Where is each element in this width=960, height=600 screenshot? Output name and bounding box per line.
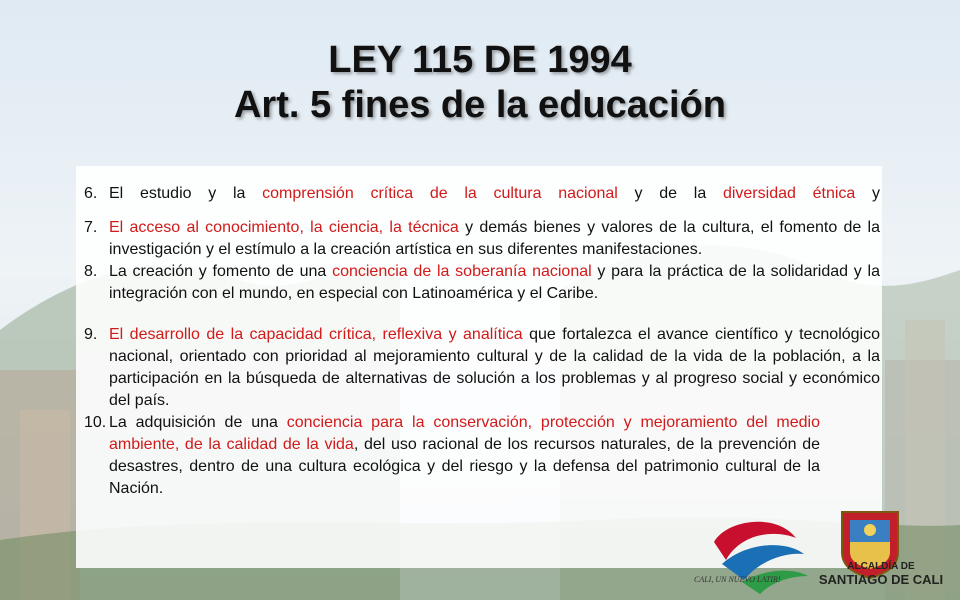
item-highlight: diversidad étnica	[722, 185, 856, 202]
item-text: que fortalezca el avance científico y tecnológico nacional, orientado con prioridad al mejoramiento cultural y de la calidad de la vida de la población, a la participación en la búsqueda de alternativas de solución a los problemas y al progreso social y económico del país.	[109, 326, 881, 409]
list-item-9	[84, 324, 880, 412]
city-hall-name	[808, 560, 954, 586]
list-item-7	[84, 217, 880, 261]
item-text: La adquisición de una	[109, 414, 287, 431]
item-highlight: comprensión crítica de la cultura nacional	[262, 185, 618, 202]
item-text: y para la práctica de la solidaridad y la integración con el mundo, en especial con Latinoamérica y el Caribe.	[109, 263, 881, 302]
item-number: 9.	[84, 326, 98, 343]
item-highlight: conciencia para la conservación, protección y mejoramiento del medio ambiente, de la calidad de la vida	[109, 414, 820, 453]
item-text: , del uso racional de los recursos naturales, de la prevención de desastres, dentro de una cultura ecológica y del riesgo y la defensa del patrimonio cultural de la Nación.	[109, 436, 820, 497]
list-item-6	[84, 183, 880, 205]
org-line-1: ALCALDÍA DE	[847, 561, 915, 572]
item-number: 6.	[84, 185, 98, 202]
item-text: y demás bienes y valores de la cultura, el fomento de la investigación y el estímulo a la creación artística en sus diferentes manifestaciones.	[109, 219, 881, 258]
list-item-8	[84, 261, 880, 305]
item-number: 7.	[84, 219, 98, 236]
item-text-wrap: y	[855, 185, 881, 202]
item-text: La creación y fomento de una	[109, 263, 333, 280]
item-number: 10.	[84, 414, 107, 431]
item-text: El estudio y la	[109, 185, 263, 202]
slogan: CALI, UN NUEVO LATIR!	[694, 575, 781, 584]
item-highlight: El desarrollo de la capacidad crítica, reflexiva y analítica	[109, 326, 523, 343]
list-item-10	[84, 412, 880, 500]
item-text: y de la	[617, 185, 723, 202]
item-number: 8.	[84, 263, 98, 280]
title-law: LEY 115 DE 1994	[328, 39, 632, 81]
item-highlight: conciencia de la soberanía nacional	[332, 263, 592, 280]
org-line-2: SANTIAGO DE CALI	[818, 572, 944, 587]
item-highlight: El acceso al conocimiento, la ciencia, la técnica	[109, 219, 459, 236]
slide-title	[0, 38, 960, 128]
title-article: Art. 5 fines de la educación	[233, 84, 727, 126]
aims-list	[84, 183, 880, 500]
